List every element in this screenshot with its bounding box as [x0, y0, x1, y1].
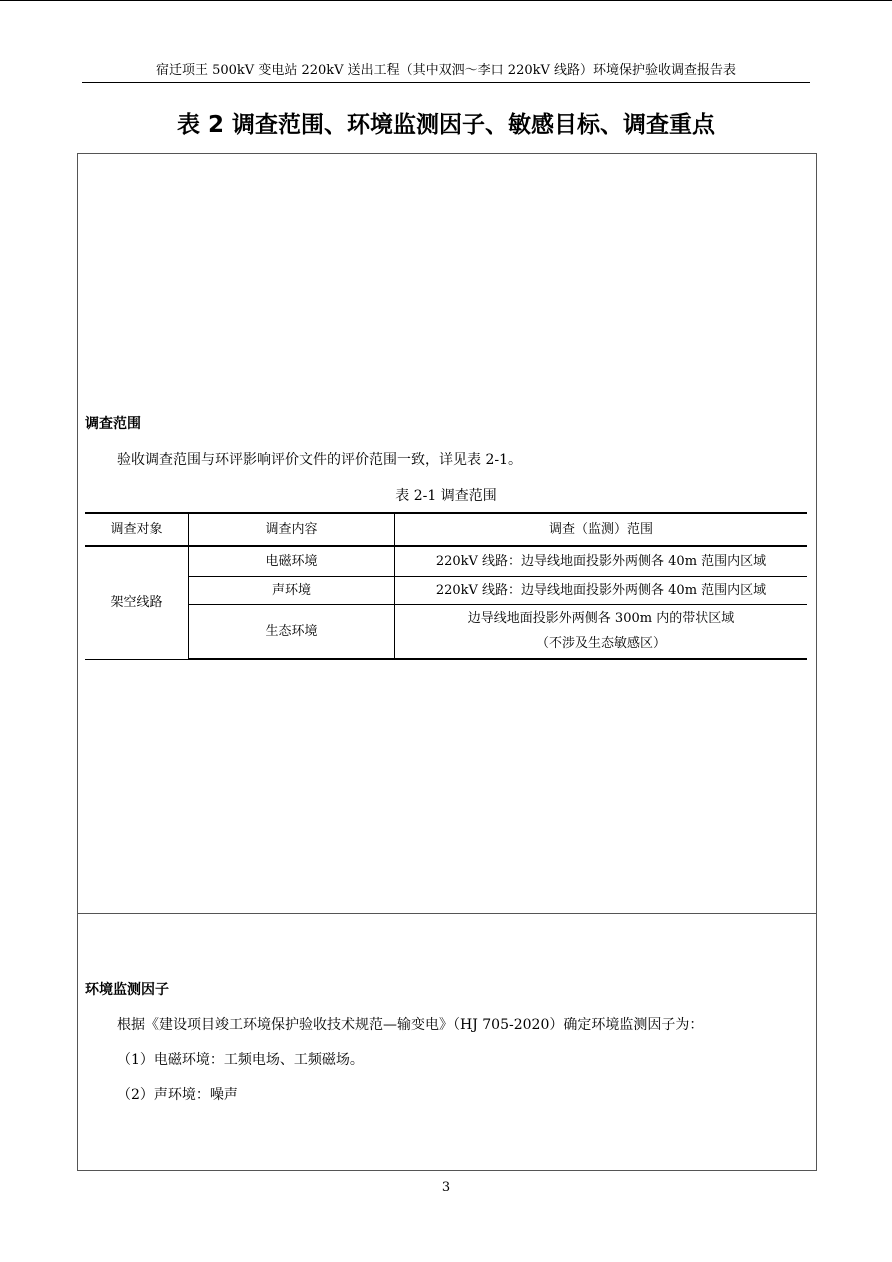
survey-range-text: 边导线地面投影外两侧各 300m 内的带状区域: [467, 611, 735, 627]
monitoring-factors-paragraph: 根据《建设项目竣工环境保护验收技术规范—输变电》（HJ 705-2020）确定环境监测因子为：: [117, 1017, 704, 1033]
header-survey-object: 调查对象: [85, 513, 189, 546]
header-rule: [82, 82, 810, 83]
table-row: [85, 604, 807, 659]
survey-content-cell: 生态环境: [189, 604, 395, 659]
monitoring-factors-heading: 环境监测因子: [85, 982, 169, 998]
document-title: 表 2 调查范围、环境监测因子、敏感目标、调查重点: [176, 112, 716, 138]
table-caption: 表 2-1 调查范围: [395, 488, 497, 504]
header-survey-content: 调查内容: [189, 513, 395, 546]
monitoring-factor-item: （2）声环境：噪声: [117, 1087, 238, 1103]
page-top-border: [0, 0, 892, 1]
table-row: [85, 576, 807, 604]
survey-range-cell: 220kV 线路：边导线地面投影外两侧各 40m 范围内区域: [395, 546, 808, 576]
frame-divider: [77, 913, 817, 914]
running-header: 宿迁项王 500kV 变电站 220kV 送出工程（其中双泗～李口 220kV 线路）环境保护验收调查报告表: [155, 63, 737, 78]
monitoring-factor-item: （1）电磁环境：工频电场、工频磁场。: [117, 1052, 364, 1068]
survey-scope-paragraph: 验收调查范围与环评影响评价文件的评价范围一致，详见表 2-1。: [117, 452, 522, 468]
survey-range-note: （不涉及生态敏感区）: [535, 636, 666, 652]
page-number: 3: [441, 1180, 451, 1195]
survey-scope-heading: 调查范围: [85, 416, 141, 432]
survey-object-cell: 架空线路: [85, 546, 189, 659]
table-row: [85, 546, 807, 576]
survey-content-cell: 电磁环境: [189, 546, 395, 576]
survey-range-cell: [395, 604, 808, 659]
header-survey-range: 调查（监测）范围: [395, 513, 808, 546]
table-header-row: [85, 513, 807, 546]
survey-content-cell: 声环境: [189, 576, 395, 604]
survey-range-cell: 220kV 线路：边导线地面投影外两侧各 40m 范围内区域: [395, 576, 808, 604]
survey-scope-table: [85, 512, 807, 660]
